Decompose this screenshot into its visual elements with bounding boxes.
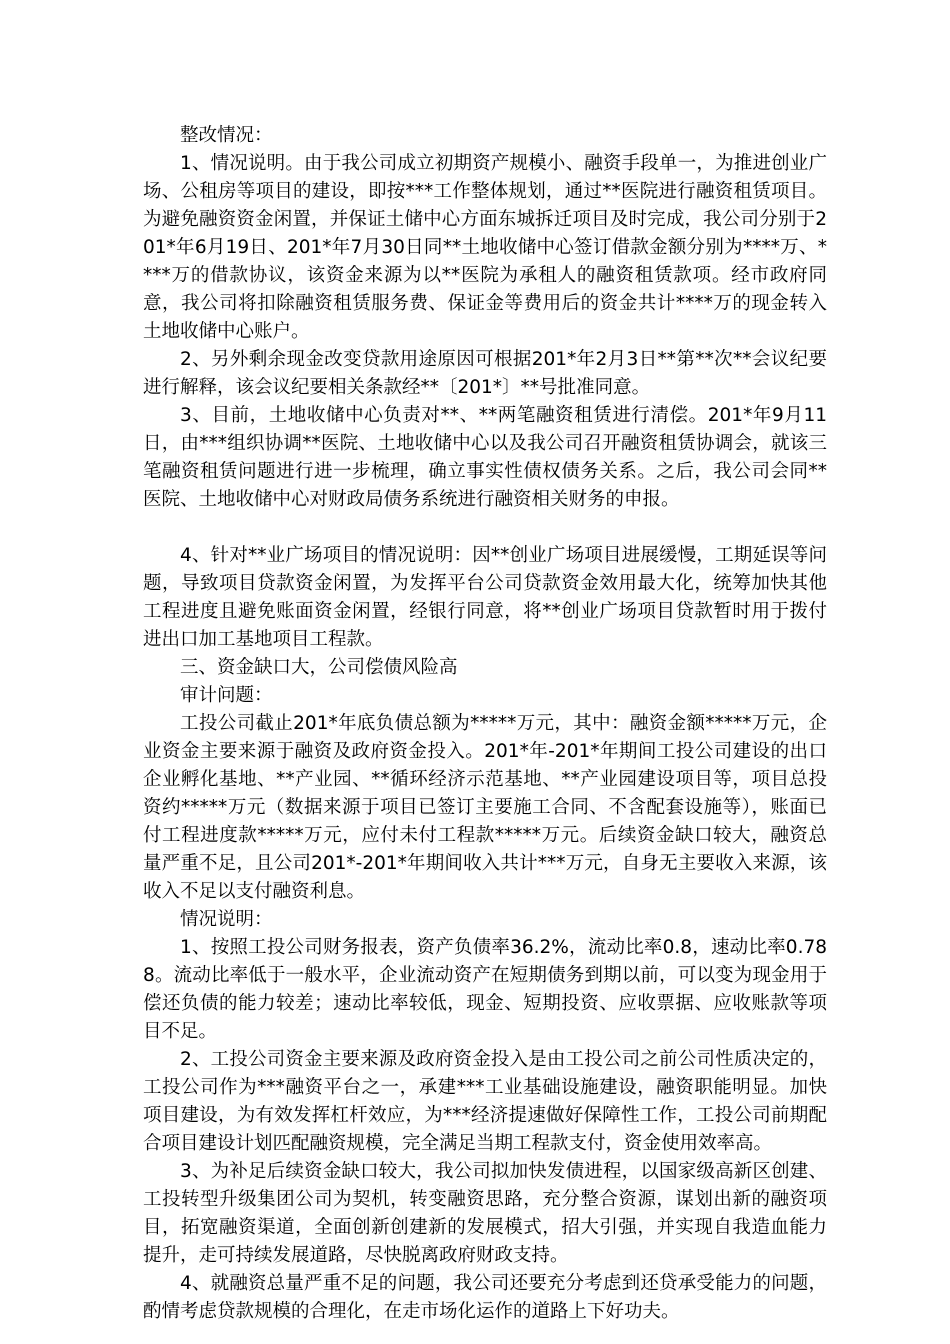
- section-label-explanation: 情况说明：: [180, 909, 273, 930]
- paragraph-explanation-3: 3、为补足后续资金缺口较大，我公司拟加快发债进程，以国家级高新区创建、工投转型升级集团公司为契机，转变融资思路，充分整合资源，谋划出新的融资项目，拓宽融资渠道，全面创新创建新的发展模式，招大引强，并实现自我造血能力提升，走可持续发展道路，尽快脱离政府财政支持。: [143, 1161, 827, 1266]
- paragraph-explanation-4: 4、就融资总量严重不足的问题，我公司还要充分考虑到还贷承受能力的问题，酌情考虑贷款规模的合理化，在走市场化运作的道路上下好功夫。: [143, 1273, 827, 1322]
- paragraph-item-3: 3、目前，土地收储中心负责对**、**两笔融资租赁进行清偿。201*年9月11日，由***组织协调**医院、土地收储中心以及我公司召开融资租赁协调会，就该三笔融资租赁问题进行进一步梳理，确立事实性债权债务关系。之后，我公司会同**医院、土地收储中心对财政局债务系统进行融资相关财务的申报。: [143, 405, 827, 510]
- paragraph-audit-detail: 工投公司截止201*年底负债总额为*****万元，其中：融资金额*****万元，企业资金主要来源于融资及政府资金投入。201*年-201*年期间工投公司建设的出口企业孵化基地、**产业园、**循环经济示范基地、**产业园建设项目等，项目总投资约*****万元（数据来源于项目已签订主要施工合同、不含配套设施等），账面已付工程进度款*****万元，应付未付工程款*****万元。后续资金缺口较大，融资总量严重不足，且公司201*-201*年期间收入共计***万元，自身无主要收入来源，该收入不足以支付融资利息。: [143, 713, 827, 902]
- section-label-rectification: 整改情况：: [180, 125, 273, 146]
- paragraph-item-1: 1、情况说明。由于我公司成立初期资产规模小、融资手段单一，为推进创业广场、公租房等项目的建设，即按***工作整体规划，通过**医院进行融资租赁项目。为避免融资资金闲置，并保证土储中心方面东城拆迁项目及时完成，我公司分别于201*年6月19日、201*年7月30日同**土地收储中心签订借款金额分别为****万、****万的借款协议，该资金来源为以**医院为承租人的融资租赁款项。经市政府同意，我公司将扣除融资租赁服务费、保证金等费用后的资金共计****万的现金转入土地收储中心账户。: [143, 153, 827, 342]
- section-heading-funding-gap: 三、资金缺口大，公司偿债风险高: [180, 657, 458, 678]
- paragraph-explanation-1: 1、按照工投公司财务报表，资产负债率36.2%，流动比率0.8，速动比率0.788。流动比率低于一般水平，企业流动资产在短期债务到期以前，可以变为现金用于偿还负债的能力较差；速动比率较低，现金、短期投资、应收票据、应收账款等项目不足。: [143, 937, 827, 1042]
- paragraph-explanation-2: 2、工投公司资金主要来源及政府资金投入是由工投公司之前公司性质决定的，工投公司作为***融资平台之一，承建***工业基础设施建设，融资职能明显。加快项目建设，为有效发挥杠杆效应，为***经济提速做好保障性工作，工投公司前期配合项目建设计划匹配融资规模，完全满足当期工程款支付，资金使用效率高。: [143, 1049, 827, 1154]
- section-label-audit-issue: 审计问题：: [180, 685, 273, 706]
- paragraph-item-4: 4、针对**业广场项目的情况说明：因**创业广场项目进展缓慢，工期延误等问题，导致项目贷款资金闲置，为发挥平台公司贷款资金效用最大化，统筹加快其他工程进度且避免账面资金闲置，经银行同意，将**创业广场项目贷款暂时用于拨付进出口加工基地项目工程款。: [143, 545, 827, 650]
- document-page: [143, 122, 827, 1326]
- paragraph-item-2: 2、另外剩余现金改变贷款用途原因可根据201*年2月3日**第**次**会议纪要进行解释，该会议纪要相关条款经**〔201*〕**号批准同意。: [143, 349, 827, 398]
